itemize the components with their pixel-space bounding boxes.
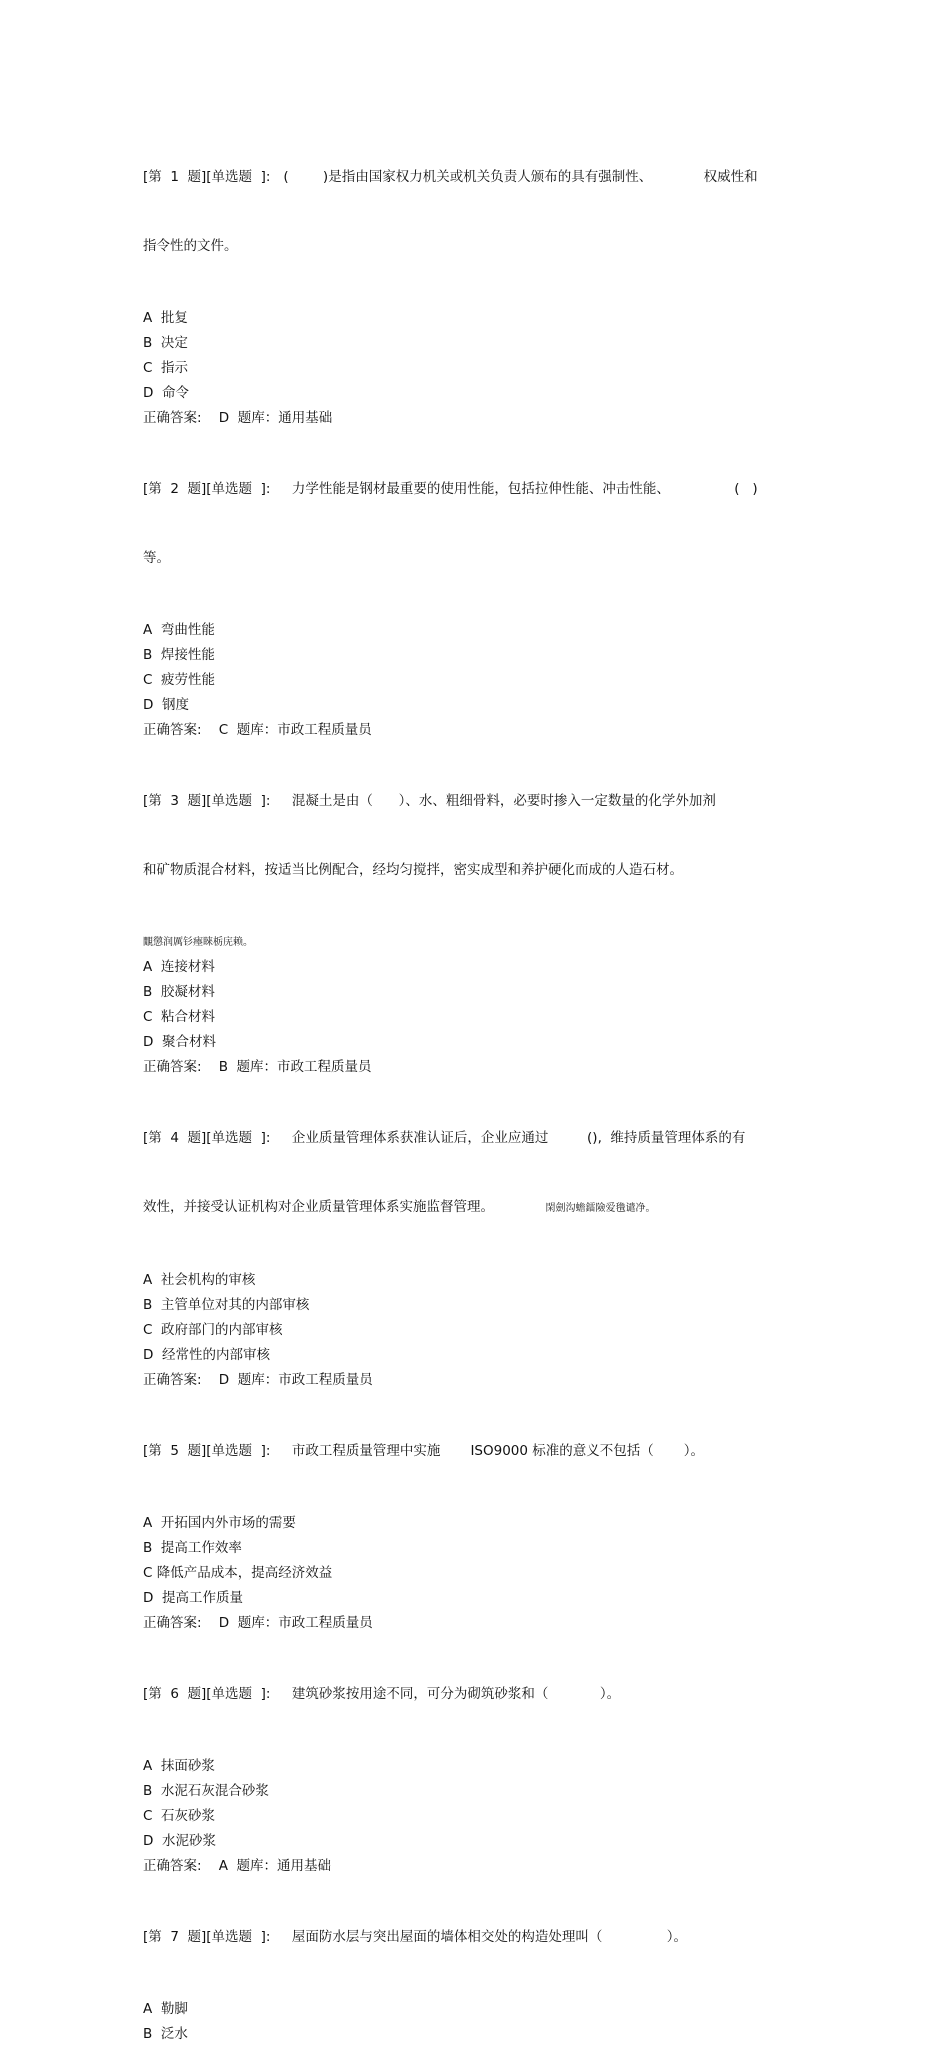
option-b: B 泛水 [143,2026,188,2042]
stem-line-text: 效性，并接受认证机构对企业质量管理体系实施监督管理。 [143,1199,546,1215]
option-c: C 指示 [143,360,189,376]
answer-line: 正确答案: C 题库：市政工程质量员 [143,722,372,738]
stem-line: 等。 [143,550,170,566]
option-d: D 聚合材料 [143,1034,216,1050]
question-7 [143,1880,808,2047]
question-4 [143,1081,808,1392]
document-page [143,118,808,2047]
stem-line: [第 3 题][单选题 ]: 混凝土是由（ ）、水、粗细骨料，必要时掺入一定数量的化学外加剂 [143,793,716,809]
option-c: C 石灰砂浆 [143,1808,216,1824]
answer-line: 正确答案: B 题库：市政工程质量员 [143,1059,372,1075]
option-b: B 决定 [143,335,188,351]
option-b: B 焊接性能 [143,647,215,663]
question-stem [143,1081,808,1266]
option-c: C 降低产品成本，提高经济效益 [143,1565,333,1581]
question-stem [143,1637,808,1752]
stem-line: [第 7 题][单选题 ]: 屋面防水层与突出屋面的墙体相交处的构造处理叫（ ）。 [143,1929,688,1945]
option-b: B 提高工作效率 [143,1540,242,1556]
option-a: A 连接材料 [143,959,215,975]
stem-line: [第 5 题][单选题 ]: 市政工程质量管理中实施 ISO9000 标准的意义不包括（ ）。 [143,1443,705,1459]
option-d: D 提高工作质量 [143,1590,243,1606]
stem-line: [第 2 题][单选题 ]: 力学性能是钢材最重要的使用性能，包括拉伸性能、冲击性能、 ( ) [143,481,758,497]
option-a: A 弯曲性能 [143,622,215,638]
stem-line: [第 1 题][单选题 ]: ( )是指由国家权力机关或机关负责人颁布的具有强制性、 权威性和 [143,169,758,185]
option-a: A 社会机构的审核 [143,1272,256,1288]
stem-line: [第 6 题][单选题 ]: 建筑砂浆按用途不同，可分为砌筑砂浆和（ ）。 [143,1686,621,1702]
stem-line: [第 4 题][单选题 ]: 企业质量管理体系获准认证后，企业应通过 (), 维持质量管理体系的有 [143,1130,746,1146]
option-c: C 政府部门的内部审核 [143,1322,283,1338]
option-b: B 水泥石灰混合砂浆 [143,1783,269,1799]
question-stem [143,744,808,928]
question-stem [143,432,808,616]
stem-line: 和矿物质混合材料，按适当比例配合，经均匀搅拌，密实成型和养护硬化而成的人造石材。 [143,862,683,878]
question-stem [143,120,808,304]
question-1 [143,120,808,430]
answer-line: 正确答案: D 题库：通用基础 [143,410,333,426]
option-d: D 命令 [143,385,189,401]
answer-line: 正确答案: A 题库：通用基础 [143,1858,332,1874]
question-2 [143,432,808,742]
option-c: C 疲劳性能 [143,672,216,688]
option-a: A 开拓国内外市场的需要 [143,1515,296,1531]
question-stem [143,1880,808,1995]
option-d: D 水泥砂浆 [143,1833,216,1849]
question-3 [143,744,808,1079]
option-d: D 钢度 [143,697,189,713]
option-b: B 胶凝材料 [143,984,215,1000]
answer-line: 正确答案: D 题库：市政工程质量员 [143,1372,373,1388]
option-a: A 勒脚 [143,2001,188,2017]
option-b: B 主管单位对其的内部审核 [143,1297,310,1313]
garbled-text: 覵懲润厲钐瘞睞栃庑赖。 [143,937,253,948]
option-c: C 粘合材料 [143,1009,216,1025]
stem-line [143,1196,808,1220]
question-6 [143,1637,808,1878]
option-a: A 抹面砂浆 [143,1758,215,1774]
garbled-text: 閑劍沟蟾鐳險爱氇谴净。 [545,1203,656,1214]
question-5 [143,1394,808,1635]
option-d: D 经常性的内部审核 [143,1347,270,1363]
answer-line: 正确答案: D 题库：市政工程质量员 [143,1615,373,1631]
stem-line: 指令性的文件。 [143,238,238,254]
question-stem [143,1394,808,1509]
option-a: A 批复 [143,310,188,326]
